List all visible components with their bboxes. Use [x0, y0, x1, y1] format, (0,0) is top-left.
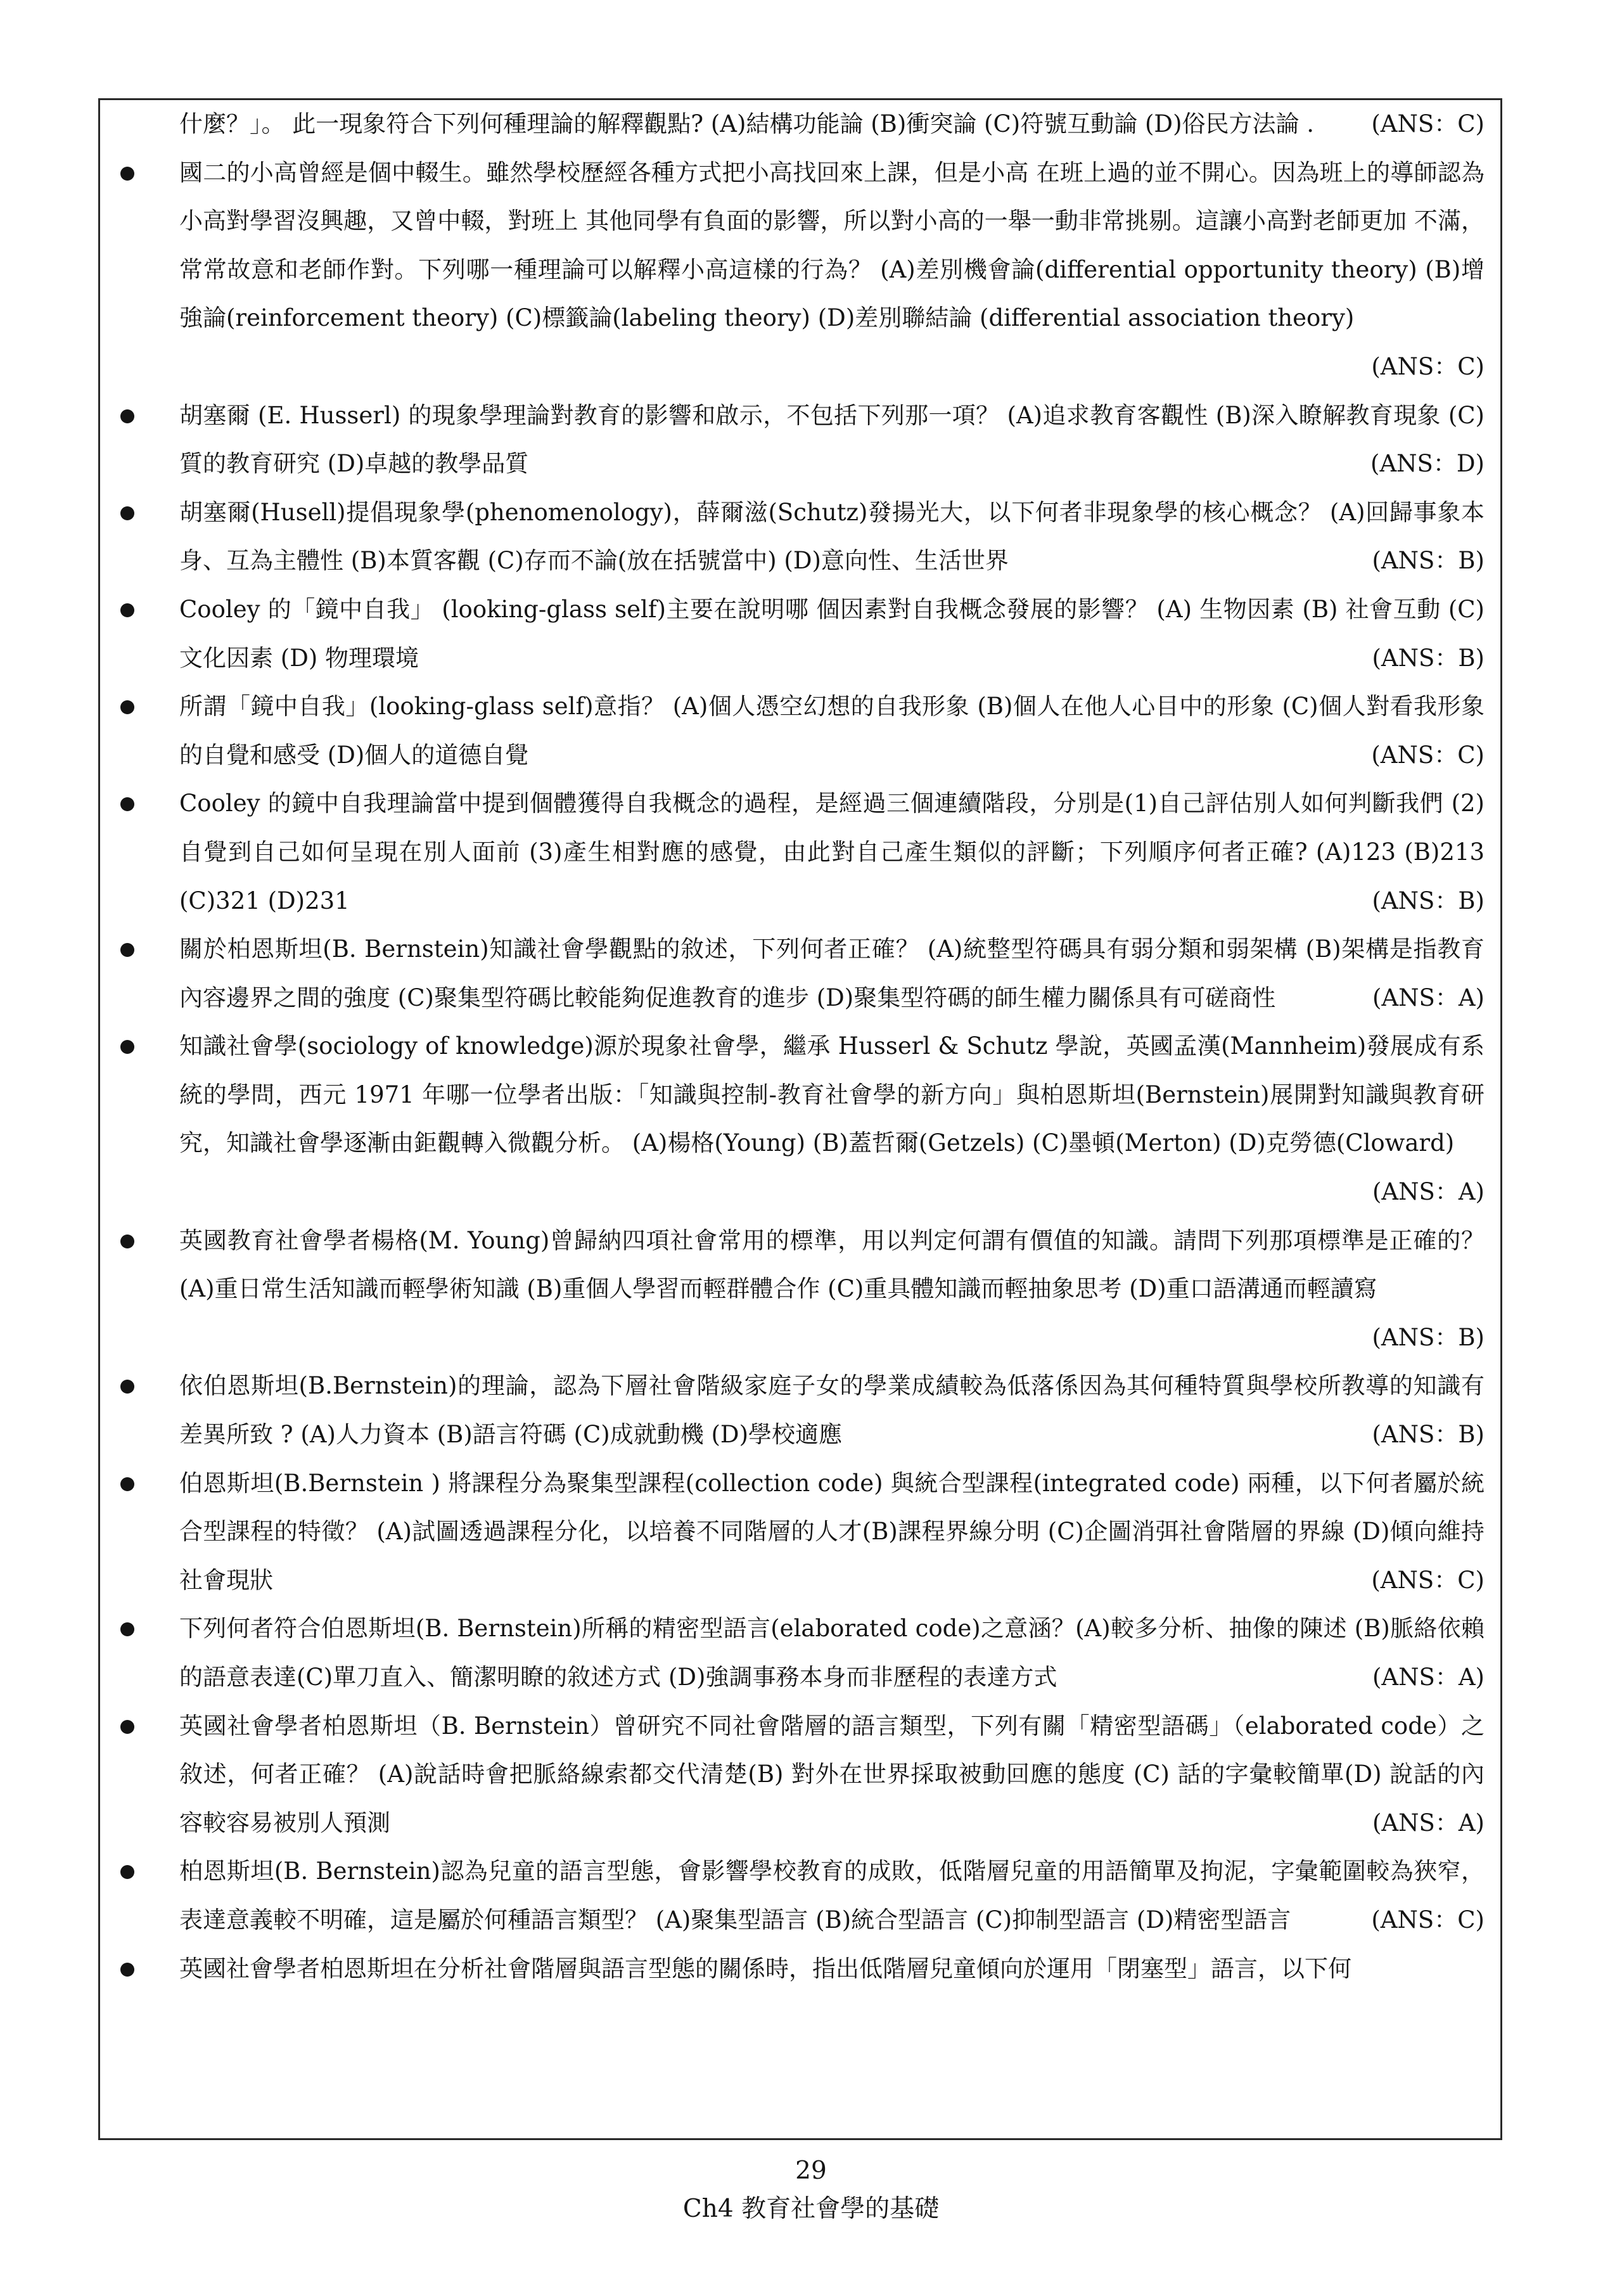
bullet-icon	[120, 506, 134, 520]
answer-label: (ANS：B)	[1372, 644, 1485, 672]
question-frame	[98, 98, 1502, 2140]
bullet-icon	[120, 943, 134, 957]
question-item	[179, 1362, 1485, 1459]
question-text: 英國教育社會學者楊格(M. Young)曾歸納四項社會常用的標準，用以判定何謂有價值的知識。請問下列那項標準是正確的？ (A)重日常生活知識而輕學術知識 (B)重個人學習而輕群體合作 (C)重具體知識而輕抽象思考 (D)重口語溝通而輕讀寫	[179, 1226, 1485, 1303]
question-text: Cooley 的「鏡中自我」 (looking-glass self)主要在說明哪 個因素對自我概念發展的影響？ (A) 生物因素 (B) 社會互動 (C) 文化因素 (D) 物理環境	[179, 595, 1485, 672]
question-text: 國二的小高曾經是個中輟生。雖然學校歷經各種方式把小高找回來上課，但是小高 在班上過的並不開心。因為班上的導師認為小高對學習沒興趣，又曾中輟，對班上 其他同學有負面的影響，所以對小高的一舉一動非常挑剔。這讓小高對老師更加 不滿，常常故意和老師作對。下列哪一種理論可以解釋小高這樣的行為？ (A)差別機會論(differential opportunity theory) (B)增強論(reinforcement theory) (C)標籤論(labeling theory) (D)差別聯結論 (differential association theory)	[179, 158, 1485, 332]
chapter-title: Ch4 教育社會學的基礎	[682, 2195, 940, 2223]
answer-label: (ANS：A)	[1372, 1178, 1485, 1206]
answer-label: (ANS：A)	[1372, 984, 1485, 1011]
question-item	[179, 1847, 1485, 1944]
question-list	[179, 100, 1485, 1993]
question-text: 胡塞爾(Husell)提倡現象學(phenomenology)，薛爾滋(Schutz)發揚光大，以下何者非現象學的核心概念？ (A)回歸事象本身、互為主體性 (B)本質客觀 (C)存而不論(放在括號當中) (D)意向性、生活世界	[179, 498, 1485, 575]
answer-label: (ANS：C)	[1371, 110, 1485, 138]
question-item	[179, 489, 1485, 586]
question-item	[179, 1605, 1485, 1702]
question-text: 知識社會學(sociology of knowledge)源於現象社會學，繼承 Husserl & Schutz 學說，英國孟漢(Mannheim)發展成有系統的學問，西元 1971 年哪一位學者出版：「知識與控制-教育社會學的新方向」與柏恩斯坦(Bernstein)展開對知識與教育研究，知識社會學逐漸由鉅觀轉入微觀分析。 (A)楊格(Young) (B)蓋哲爾(Getzels) (C)墨頓(Merton) (D)克勞德(Cloward)	[179, 1032, 1485, 1157]
bullet-icon	[120, 1380, 134, 1394]
question-text: 胡塞爾 (E. Husserl) 的現象學理論對教育的影響和啟示，不包括下列那一項？ (A)追求教育客觀性 (B)深入瞭解教育現象 (C)質的教育研究 (D)卓越的教學品質	[179, 401, 1485, 478]
answer-label: (ANS：C)	[1371, 741, 1485, 769]
question-text: 什麼？」。 此一現象符合下列何種理論的解釋觀點? (A)結構功能論 (B)衝突論 (C)符號互動論 (D)俗民方法論 .	[179, 110, 1315, 138]
answer-label: (ANS：B)	[1372, 547, 1485, 575]
question-item	[179, 683, 1485, 779]
question-text: Cooley 的鏡中自我理論當中提到個體獲得自我概念的過程，是經過三個連續階段，分別是(1)自己評估別人如何判斷我們 (2)自覺到自己如何呈現在別人面前 (3)產生相對應的感覺，由此對自己產生類似的評斷；下列順序何者正確? (A)123 (B)213 (C)321 (D)231	[179, 790, 1485, 914]
bullet-icon	[120, 1963, 134, 1977]
bullet-icon	[120, 1235, 134, 1248]
answer-label: (ANS：A)	[1372, 1664, 1485, 1691]
bullet-icon	[120, 409, 134, 423]
question-item	[179, 1217, 1485, 1363]
bullet-icon	[120, 700, 134, 714]
answer-label: (ANS：B)	[1372, 1421, 1485, 1449]
question-continuation	[179, 100, 1485, 149]
question-text: 關於柏恩斯坦(B. Bernstein)知識社會學觀點的敘述，下列何者正確？ (A)統整型符碼具有弱分類和弱架構 (B)架構是指教育內容邊界之間的強度 (C)聚集型符碼比較能夠促進教育的進步 (D)聚集型符碼的師生權力關係具有可磋商性	[179, 935, 1485, 1011]
question-item	[179, 779, 1485, 925]
question-text: 所謂「鏡中自我」(looking-glass self)意指？ (A)個人憑空幻想的自我形象 (B)個人在他人心目中的形象 (C)個人對看我形象的自覺和感受 (D)個人的道德自覺	[179, 693, 1485, 769]
answer-label: (ANS：B)	[1372, 1323, 1485, 1351]
answer-label: (ANS：B)	[1372, 887, 1485, 914]
question-item	[179, 1022, 1485, 1216]
question-text: 柏恩斯坦(B. Bernstein)認為兒童的語言型態，會影響學校教育的成敗，低階層兒童的用語簡單及拘泥，字彙範圍較為狹窄，表達意義較不明確，這是屬於何種語言類型？ (A)聚集型語言 (B)統合型語言 (C)抑制型語言 (D)精密型語言	[179, 1857, 1485, 1934]
page-number: 29	[795, 2157, 827, 2185]
bullet-icon	[120, 797, 134, 811]
bullet-icon	[120, 1865, 134, 1879]
answer-label: (ANS：D)	[1370, 450, 1485, 478]
question-item	[179, 392, 1485, 489]
question-item	[179, 149, 1485, 392]
question-item	[179, 925, 1485, 1022]
answer-label: (ANS：A)	[1372, 1809, 1485, 1837]
question-text: 英國社會學者柏恩斯坦（B. Bernstein）曾研究不同社會階層的語言類型，下列有關「精密型語碼」（elaborated code）之敘述，何者正確？ (A)說話時會把脈絡線索都交代清楚(B) 對外在世界採取被動回應的態度 (C) 話的字彙較簡單(D) 說話的內容較容易被別人預測	[179, 1712, 1485, 1837]
answer-label: (ANS：C)	[1371, 352, 1485, 380]
question-text: 伯恩斯坦(B.Bernstein ) 將課程分為聚集型課程(collection code) 與統合型課程(integrated code) 兩種，以下何者屬於統合型課程的特徵？ (A)試圖透過課程分化，以培養不同階層的人才(B)課程界線分明 (C)企圖消弭社會階層的界線 (D)傾向維持社會現狀	[179, 1469, 1485, 1594]
answer-label: (ANS：C)	[1371, 1906, 1485, 1934]
question-text: 下列何者符合伯恩斯坦(B. Bernstein)所稱的精密型語言(elaborated code)之意涵？(A)較多分析、抽像的陳述 (B)脈絡依賴的語意表達(C)單刀直入、簡潔明瞭的敘述方式 (D)強調事務本身而非歷程的表達方式	[179, 1615, 1485, 1691]
bullet-icon	[120, 1720, 134, 1734]
bullet-icon	[120, 167, 134, 181]
question-item	[179, 1702, 1485, 1848]
question-item	[179, 1945, 1485, 1994]
question-text: 依伯恩斯坦(B.Bernstein)的理論，認為下層社會階級家庭子女的學業成績較為低落係因為其何種特質與學校所教導的知識有差異所致 ? (A)人力資本 (B)語言符碼 (C)成就動機 (D)學校適應	[179, 1372, 1485, 1449]
bullet-icon	[120, 1477, 134, 1491]
bullet-icon	[120, 603, 134, 617]
question-item	[179, 586, 1485, 683]
bullet-icon	[120, 1040, 134, 1054]
question-item	[179, 1459, 1485, 1605]
bullet-icon	[120, 1622, 134, 1636]
answer-label: (ANS：C)	[1371, 1566, 1485, 1594]
question-text: 英國社會學者柏恩斯坦在分析社會階層與語言型態的關係時，指出低階層兒童傾向於運用「閉塞型」語言，以下何	[179, 1954, 1351, 1982]
